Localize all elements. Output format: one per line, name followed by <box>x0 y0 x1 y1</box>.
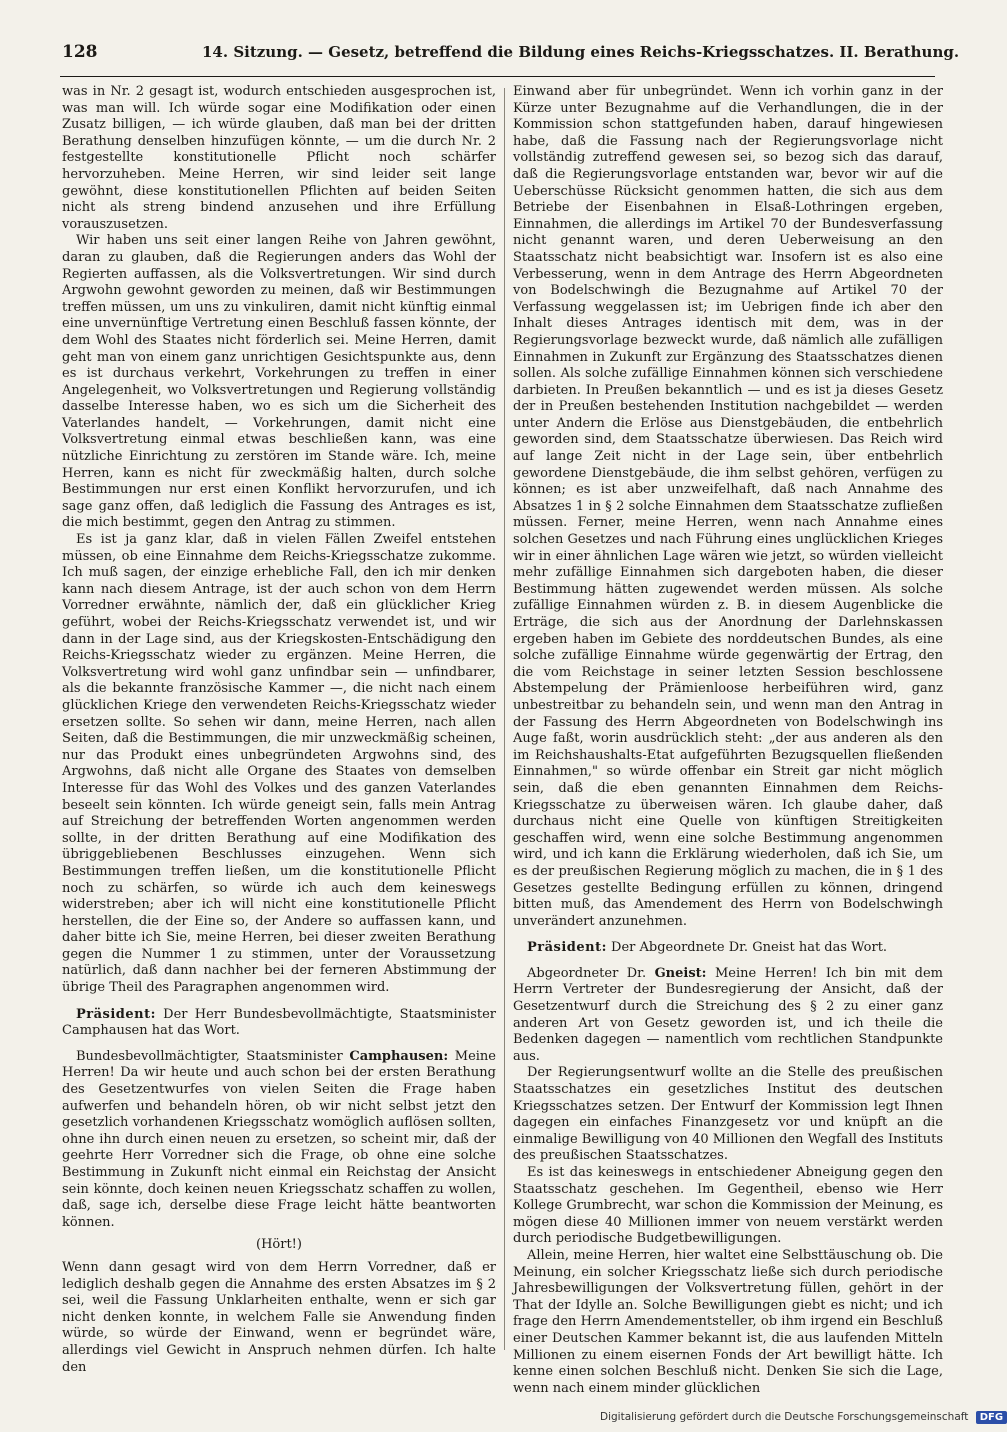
speaker-name: Camphausen: <box>349 1048 449 1064</box>
statement-text: Der Herr Bundesbevollmächtigte, Staatsminister Camphausen hat das Wort. <box>62 1006 496 1039</box>
digitization-credit <box>600 1411 1004 1427</box>
speech-text: Meine Herren! Ich bin mit dem Herrn Vertreter der Bundesregierung der Ansicht, daß der Gesetzentwurf durch die Streichung des § 2 zu einer ganz anderen Art von Gesetz geworden ist, und ich theile die Bedenken dagegen — namentlich vom rechtlichen Standpunkte aus. <box>513 965 943 1064</box>
statement-text: Der Abgeordnete Dr. Gneist hat das Wort. <box>606 940 888 956</box>
speech-paragraph <box>513 966 943 1066</box>
paragraph: was in Nr. 2 gesagt ist, wodurch entschieden ausgesprochen ist, was man will. Ich würde sogar eine Modifikation oder einen Zusatz billigen, — ich würde glauben, daß man bei der dritten Berathung denselben hinzufügen könnte, — um die durch Nr. 2 festgestellte konstitutionelle Pflicht noch schärfer hervorzuheben. Meine Herren, wir sind leider seit lange gewöhnt, diese konstitutionellen Pflichten auf beiden Seiten nicht als streng bindend anzusehen und ihre Erfüllung vorauszusetzen. <box>62 84 496 232</box>
speaker-label: Präsident: <box>527 940 607 956</box>
paragraph: Der Regierungsentwurf wollte an die Stelle des preußischen Staatsschatzes ein gesetzliches Institut des deutschen Kriegsschatzes setzen. Der Entwurf der Kommission legt Ihnen dagegen ein einfaches Finanzgesetz vor und knüpft an die einmalige Bewilligung von 40 Millionen den Wegfall des Instituts des preußischen Staatsschatzes. <box>513 1065 943 1164</box>
speech-paragraph <box>62 1049 496 1232</box>
paragraph: Wenn dann gesagt wird von dem Herrn Vorredner, daß er lediglich deshalb gegen die Annahme des ersten Absatzes im § 2 sei, weil die Fassung Unklarheiten enthalte, wenn er sich gar nicht denken konnte, in welchem Falle sie Anwendung finden würde, so würde der Einwand, wenn er begründet wäre, allerdings viel Gewicht in Anspruch nehmen dürfen. Ich halte den <box>62 1259 496 1375</box>
interjection: (Hört!) <box>256 1237 302 1253</box>
president-statement <box>62 1007 496 1040</box>
column-rule <box>504 88 505 1350</box>
paragraph: Es ist ja ganz klar, daß in vielen Fällen Zweifel entstehen müssen, ob eine Einnahme dem Reichs-Kriegsschatze zukomme. Ich muß sagen, der einzige erhebliche Fall, den ich mir denken kann nach diesem Antrage, ist der auch schon von dem Herrn Vorredner erwähnte, nämlich der, daß ein glücklicher Krieg geführt, wobei der Reichs-Kriegsschatz verwendet ist, und wir dann in der Lage sind, aus der Kriegskosten-Entschädigung den Reichs-Kriegsschatz wieder zu ergänzen. Meine Herren, die Volksvertretung wird wohl ganz unfindbar sein — unfindbarer, als die bekannte französische Kammer —, die nicht nach einem glücklichen Kriege den verwendeten Reichs-Kriegsschatz wieder ersetzen sollte. So sehen wir dann, meine Herren, nach allen Seiten, daß die Bestimmungen, die mir unzweckmäßig scheinen, nur das Produkt eines unbegründeten Argwohns sind, des Argwohns, daß nicht alle Organe des Staates von demselben Interesse für das Wohl des Volkes und des ganzen Vaterlandes beseelt sein könnten. Ich würde geneigt sein, falls mein Antrag auf Streichung der betreffenden Worten angenommen werden sollte, in der dritten Berathung auf eine Modifikation des übriggebliebenen Beschlusses einzugehen. Wenn sich Bestimmungen treffen ließen, um die konstitutionelle Pflicht noch zu schärfen, so würde ich auch dem keineswegs widerstreben; aber ich will nicht eine konstitutionelle Pflicht herstellen, die der Eine so, der Andere so auffassen kann, und daher bitte ich Sie, meine Herren, bei dieser zweiten Berathung gegen die Nummer 1 zu stimmen, unter der Voraussetzung natürlich, daß dann nachher bei der ferneren Abstimmung der übrige Theil des Paragraphen angenommen wird. <box>62 532 496 996</box>
credit-text: Digitalisierung gefördert durch die Deutsche Forschungsgemeinschaft <box>600 1411 969 1423</box>
page-header <box>62 40 960 68</box>
speaker-title: Abgeordneter Dr. <box>527 965 655 981</box>
paragraph: Wir haben uns seit einer langen Reihe von Jahren gewöhnt, daran zu glauben, daß die Regierungen anders das Wohl der Regierten auffassen, als die Volksvertretungen. Wir sind durch Argwohn gewohnt geworden zu meinen, daß wir Bestimmungen treffen müssen, um uns zu vinkuliren, damit nicht künftig einmal eine unvernünftige Vertretung einen Beschluß fassen könnte, der dem Wohl des Staates nicht förderlich sei. Meine Herren, damit geht man von einem ganz unrichtigen Gesichtspunkte aus, denn es ist durchaus verkehrt, Vorkehrungen zu treffen in einer Angelegenheit, wo Volksvertretungen und Regierung vollständig dasselbe Interesse haben, wo es sich um die Sicherheit des Vaterlandes handelt, — Vorkehrungen, damit nicht eine Volksvertretung einmal etwas beschließen kann, was eine nützliche Einrichtung zu zerstören im Stande wäre. Ich, meine Herren, kann es nicht für zweckmäßig halten, durch solche Bestimmungen nur erst einen Konflikt hervorzurufen, und ich sage ganz offen, daß lediglich die Fassung des Antrages es ist, die mich bestimmt, gegen den Antrag zu stimmen. <box>62 233 496 531</box>
right-column <box>513 84 943 1396</box>
speaker-name: Gneist: <box>654 965 707 981</box>
page-number: 128 <box>62 42 98 62</box>
speaker-label: Präsident: <box>76 1006 156 1022</box>
president-statement <box>513 940 943 957</box>
running-head: 14. Sitzung. — Gesetz, betreffend die Bildung eines Reichs-Kriegsschatzes. II. Berathung. <box>202 43 960 61</box>
left-column <box>62 84 496 1375</box>
speaker-title: Bundesbevollmächtigter, Staatsminister <box>76 1048 350 1064</box>
speech-text: Meine Herren! Da wir heute und auch schon bei der ersten Berathung des Gesetzentwurfes von vielen Seiten die Frage haben aufwerfen und behandeln hören, ob wir nicht selbst jetzt den gesetzlich vorhandenen Kriegsschatz womöglich auflösen sollten, ohne ihn durch einen neuen zu ersetzen, so scheint mir, daß der geehrte Herr Vorredner sich die Frage, ob ohne eine solche Bestimmung in Zukunft nicht einmal ein Reichstag der Ansicht sein könnte, doch keinen neuen Kriegsschatz schaffen zu wollen, daß, sage ich, derselbe diese Frage leicht hätte beantworten können. <box>62 1048 496 1230</box>
header-rule <box>60 76 935 77</box>
paragraph: Allein, meine Herren, hier waltet eine Selbsttäuschung ob. Die Meinung, ein solcher Kriegsschatz ließe sich durch periodische Jahresbewilligungen der Volksvertretung füllen, gehört in der That der Idylle an. Solche Bewilligungen giebt es nicht; und ich frage den Herrn Amendementsteller, ob ihm irgend ein Beschluß einer Deutschen Kammer bekannt ist, die aus laufenden Mitteln Millionen zu einem eisernen Fonds der Art bewilligt hätte. Ich kenne einen solchen Beschluß nicht. Denken Sie sich die Lage, wenn nach einem minder glücklichen <box>513 1247 943 1396</box>
paragraph: Es ist das keineswegs in entschiedener Abneigung gegen den Staatsschatz geschehen. Im Gegentheil, ebenso wie Herr Kollege Grumbrecht, war schon die Kommission der Meinung, es mögen diese 40 Millionen immer von neuem verstärkt werden durch periodische Budgetbewilligungen. <box>513 1165 943 1247</box>
dfg-logo: DFG <box>976 1411 1007 1424</box>
paragraph: Einwand aber für unbegründet. Wenn ich vorhin ganz in der Kürze unter Bezugnahme auf die Verhandlungen, die in der Kommission schon stattgefunden haben, darauf hingewiesen habe, daß die Fassung nach der Regierungsvorlage nicht vollständig zutreffend gewesen sei, so bezog sich das darauf, daß die Regierungsvorlage entstanden war, bevor wir auf die Ueberschüsse Rücksicht genommen hatten, die sich aus dem Betriebe der Eisenbahnen in Elsaß-Lothringen ergeben, Einnahmen, die allerdings im Artikel 70 der Bundesverfassung nicht genannt waren, und deren Ueberweisung an den Staatsschatz nicht beabsichtigt war. Insofern ist es also eine Verbesserung, wenn in dem Antrage des Herrn Abgeordneten von Bodelschwingh die Bezugnahme auf Artikel 70 der Verfassung weggelassen ist; im Uebrigen finde ich aber den Inhalt dieses Antrages identisch mit dem, was in der Regierungsvorlage bezweckt wurde, daß nämlich alle zufälligen Einnahmen in Zukunft zur Ergänzung des Staatsschatzes dienen sollen. Als solche zufällige Einnahmen können sich verschiedene darbieten. In Preußen bekanntlich — und es ist ja dieses Gesetz der in Preußen bestehenden Institution nachgebildet — werden unter Andern die Erlöse aus Dienstgebäuden, die entbehrlich geworden sind, dem Staatsschatze überwiesen. Das Reich wird auf lange Zeit nicht in der Lage sein, über entbehrlich gewordene Dienstgebäude, die ihm selbst gehören, verfügen zu können; es ist aber unzweifelhaft, daß nach Annahme des Absatzes 1 in § 2 solche Einnahmen dem Staatsschatze zufließen müssen. Ferner, meine Herren, wenn nach Annahme eines solchen Gesetzes und nach Führung eines unglücklichen Krieges wir in einer ähnlichen Lage wären wie jetzt, so würden vielleicht mehr zufällige Einnahmen sich dargeboten haben, die dieser Bestimmung hätten zugewendet werden müssen. Als solche zufällige Einnahmen würden z. B. in diesem Augenblicke die Erträge, die sich aus der Anordnung der Darlehnskassen ergeben haben im Gebiete des norddeutschen Bundes, als eine solche zufällige Einnahme würde gegenwärtig der Ertrag, den die vom Reichstage in seiner letzten Session beschlossene Abstempelung der Prämienloose herbeiführen wird, ganz unbestreitbar zu behandeln sein, und wenn man den Antrag in der Fassung des Herrn Abgeordneten von Bodelschwingh ins Auge faßt, worin ausdrücklich steht: „der aus anderen als den im Reichshaushalts-Etat aufgeführten Bezugsquellen fließenden Einnahmen," so würde offenbar ein Streit gar nicht möglich sein, daß die eben genannten Einnahmen dem Reichs-Kriegsschatze zu überweisen wären. Ich glaube daher, daß durchaus nicht eine Quelle von künftigen Streitigkeiten geschaffen wird, wenn eine solche Bestimmung angenommen wird, und ich kann die Erklärung wiederholen, daß ich Sie, um es der preußischen Regierung möglich zu machen, die in § 1 des Gesetzes gestellte Bedingung erfüllen zu können, dringend bitten muß, das Amendement des Herrn von Bodelschwingh unverändert anzunehmen. <box>513 84 943 929</box>
